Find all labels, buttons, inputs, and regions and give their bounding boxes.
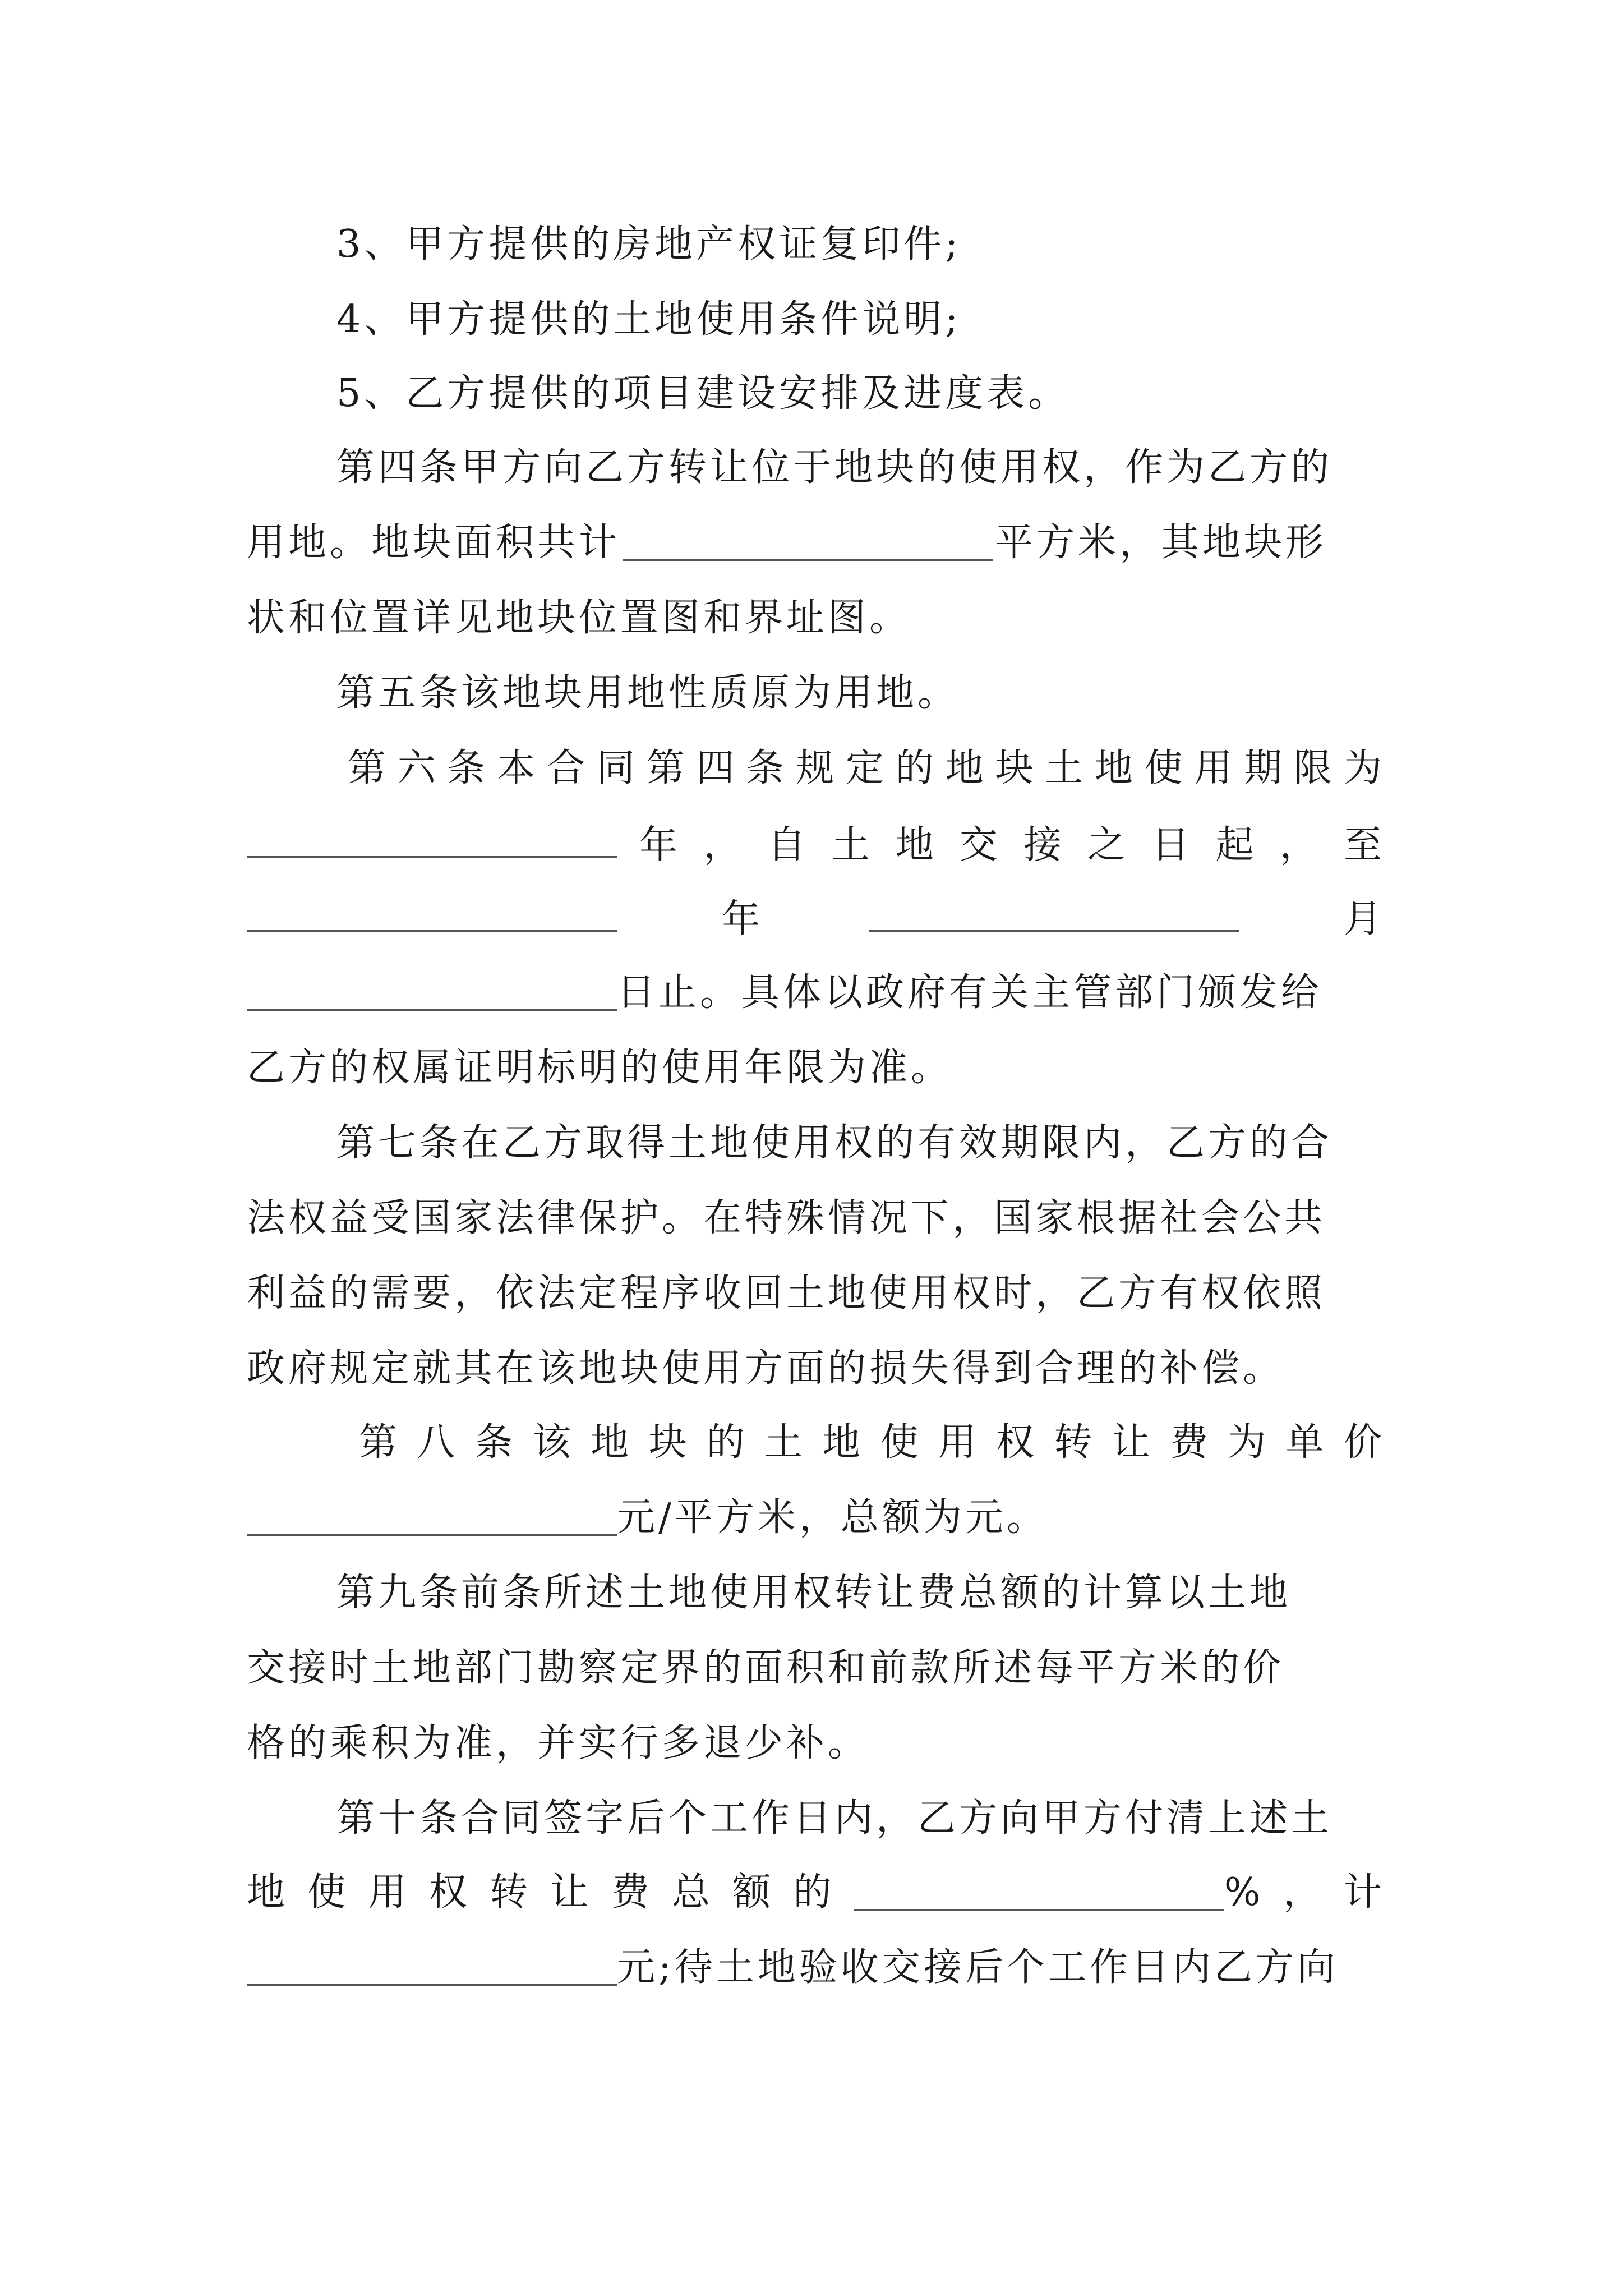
- percent-sign: %: [1224, 1870, 1264, 1915]
- article-8-line-1-char: 用: [938, 1420, 980, 1465]
- article-6-line-2-char: 年: [639, 823, 681, 867]
- article-8-line-1-char: 地: [822, 1420, 864, 1465]
- article-8-line-2: [247, 1491, 1385, 1545]
- article-10-payment-text: 元;待土地验收交接后个工作日内乙方向: [617, 1945, 1339, 1990]
- article-6-line-1-char: 第: [646, 746, 688, 790]
- end-day-blank[interactable]: [247, 970, 617, 1011]
- article-8-line-1-char: 第: [359, 1420, 401, 1465]
- term-years-blank[interactable]: [247, 817, 617, 858]
- article-7-line-1: 第七条在乙方取得土地使用权的有效期限内，乙方的合: [336, 1121, 1333, 1165]
- end-year-blank[interactable]: [247, 891, 617, 932]
- article-10-line-2-char: 转: [490, 1870, 532, 1915]
- article-9-line-3: 格的乘积为准，并实行多退少补。: [247, 1721, 870, 1765]
- article-6-line-2: [247, 817, 1385, 871]
- article-10-line-2-char: 让: [550, 1870, 592, 1915]
- article-6-line-1-char: 地: [1094, 746, 1136, 790]
- article-10-line-2-char: 费: [611, 1870, 653, 1915]
- article-8-line-1-char: 价: [1343, 1420, 1385, 1465]
- article-6-line-2-char: 起: [1215, 823, 1257, 867]
- article-6-line-1-char: 土: [1045, 746, 1087, 790]
- article-8-line-1-char: 地: [591, 1420, 633, 1465]
- article-10-line-2-char: 使: [307, 1870, 349, 1915]
- article-6-line-1-char: 定: [845, 746, 887, 790]
- article-5: 第五条该地块用地性质原为用地。: [336, 671, 960, 715]
- article-8-line-1-char: 土: [764, 1420, 806, 1465]
- area-blank[interactable]: [623, 520, 993, 561]
- article-6-line-3: [247, 891, 1385, 945]
- article-6-line-2-char: 日: [1151, 823, 1193, 867]
- article-8-line-1-char: 转: [1054, 1420, 1096, 1465]
- article-6-line-2-char: ，: [1279, 823, 1321, 867]
- article-6-line-1-char: 用: [1194, 746, 1236, 790]
- article-10-comma: ，: [1283, 1870, 1325, 1915]
- month-label: 月: [1343, 897, 1385, 941]
- article-9-line-2: 交接时土地部门勘察定界的面积和前款所述每平方米的价: [247, 1646, 1285, 1690]
- article-6-line-4: [247, 966, 1385, 1020]
- article-4-area-label: 用地。地块面积共计: [247, 521, 621, 565]
- year-label: 年: [722, 897, 764, 941]
- article-6-line-1-char: 本: [497, 746, 539, 790]
- article-4-area-unit: 平方米，其地块形: [995, 521, 1327, 565]
- article-6-line-1-char: 为: [1343, 746, 1385, 790]
- article-4-line-2: [247, 516, 1385, 570]
- item-5: 5、乙方提供的项目建设安排及进度表。: [336, 371, 1070, 416]
- article-8-price-text: 元/平方米，总额为元。: [617, 1496, 1048, 1540]
- article-10-line-2-char: 地: [247, 1870, 289, 1915]
- article-6-day-text: 日止。具体以政府有关主管部门颁发给: [617, 970, 1323, 1015]
- article-6-line-5: 乙方的权属证明标明的使用年限为准。: [247, 1046, 953, 1090]
- article-10-line-1: 第十条合同签字后个工作日内，乙方向甲方付清上述土: [336, 1796, 1333, 1841]
- article-10-line-2-char: 额: [732, 1870, 774, 1915]
- article-10-ji: 计: [1343, 1870, 1385, 1915]
- article-7-line-3: 利益的需要，依法定程序收回土地使用权时，乙方有权依照: [247, 1271, 1326, 1315]
- article-6-line-1-char: 合: [547, 746, 589, 790]
- item-3: 3、甲方提供的房地产权证复印件;: [336, 222, 962, 266]
- article-8-line-1-char: 使: [880, 1420, 922, 1465]
- article-8-line-1-char: 八: [417, 1420, 459, 1465]
- article-6-line-2-char: 土: [831, 823, 873, 867]
- article-6-line-1-char: 的: [895, 746, 937, 790]
- article-8-line-1-char: 的: [706, 1420, 748, 1465]
- unit-price-blank[interactable]: [247, 1495, 617, 1536]
- article-8-line-1-char: 条: [474, 1420, 517, 1465]
- article-8-line-1-char: 权: [996, 1420, 1038, 1465]
- article-6-line-2-char: 接: [1023, 823, 1066, 867]
- article-8-line-1-char: 费: [1169, 1420, 1211, 1465]
- article-6-line-1-char: 规: [796, 746, 838, 790]
- article-8-line-1-char: 该: [532, 1420, 574, 1465]
- article-6-line-1-char: 条: [746, 746, 788, 790]
- article-8-line-1-char: 块: [648, 1420, 690, 1465]
- article-6-line-1-char: 第: [348, 746, 390, 790]
- article-4-line-3: 状和位置详见地块位置图和界址图。: [247, 596, 911, 640]
- end-month-blank[interactable]: [869, 891, 1239, 932]
- article-6-line-2-char: 自: [767, 823, 809, 867]
- article-10-line-2-char: 总: [671, 1870, 713, 1915]
- article-8-line-1-char: 单: [1285, 1420, 1327, 1465]
- article-6-line-1: [348, 742, 1385, 795]
- percent-group: [854, 1866, 1264, 1920]
- article-8-line-1: [359, 1416, 1385, 1470]
- article-6-line-1-char: 四: [696, 746, 738, 790]
- article-6-line-1-char: 地: [945, 746, 987, 790]
- article-7-line-2: 法权益受国家法律保护。在特殊情况下，国家根据社会公共: [247, 1196, 1326, 1240]
- payment-percent-blank[interactable]: [854, 1870, 1224, 1911]
- article-8-line-1-char: 为: [1228, 1420, 1270, 1465]
- article-4-line-1: 第四条甲方向乙方转让位于地块的使用权，作为乙方的: [336, 445, 1333, 490]
- article-10-line-2-char: 用: [368, 1870, 410, 1915]
- article-7-line-4: 政府规定就其在该地块使用方面的损失得到合理的补偿。: [247, 1346, 1285, 1391]
- article-6-line-2-char: 之: [1087, 823, 1129, 867]
- article-6-line-1-char: 期: [1244, 746, 1286, 790]
- article-6-line-1-char: 条: [447, 746, 489, 790]
- article-10-line-2: [247, 1866, 1385, 1920]
- article-8-line-1-char: 让: [1112, 1420, 1154, 1465]
- article-6-line-1-char: 同: [596, 746, 638, 790]
- article-9-line-1: 第九条前条所述土地使用权转让费总额的计算以土地: [336, 1571, 1292, 1615]
- article-6-line-1-char: 块: [995, 746, 1037, 790]
- article-10-line-2-char: 权: [428, 1870, 471, 1915]
- article-10-line-2-char: 的: [793, 1870, 835, 1915]
- item-4: 4、甲方提供的土地使用条件说明;: [336, 297, 962, 342]
- article-6-line-2-char: 交: [959, 823, 1001, 867]
- article-6-line-2-char: 至: [1343, 823, 1385, 867]
- article-6-line-2-char: 地: [895, 823, 937, 867]
- article-6-line-1-char: 使: [1144, 746, 1186, 790]
- article-6-line-1-char: 六: [397, 746, 439, 790]
- article-6-line-2-char: ，: [703, 823, 745, 867]
- payment-amount-blank[interactable]: [247, 1945, 617, 1986]
- article-6-line-1-char: 限: [1294, 746, 1336, 790]
- article-10-line-3: [247, 1941, 1385, 1995]
